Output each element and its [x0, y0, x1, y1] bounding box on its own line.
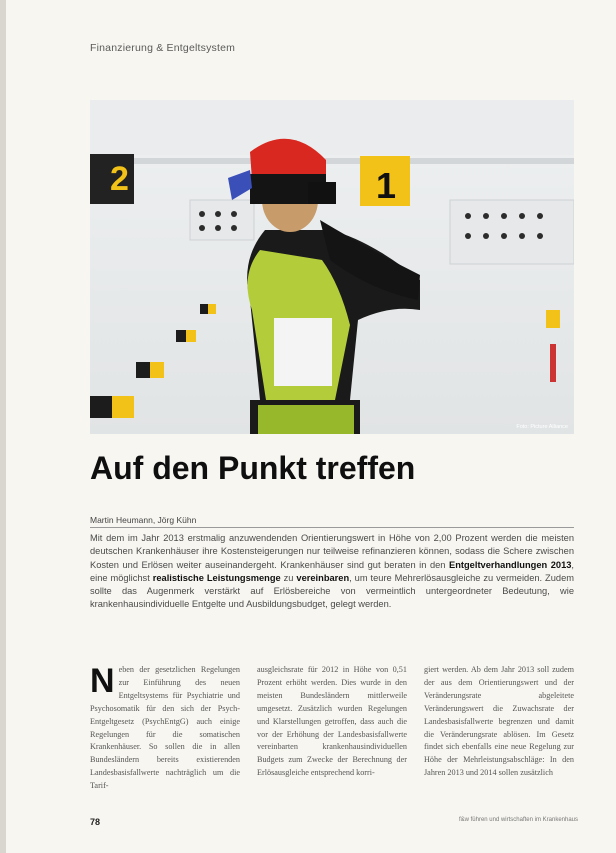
- article-lead: [90, 532, 574, 612]
- journal-footer: f&w führen und wirtschaften im Krankenhaus: [458, 817, 578, 823]
- body-columns: [90, 664, 574, 812]
- section-label: Finanzierung & Entgeltsystem: [90, 42, 236, 54]
- lead-highlight: Entgeltverhandlungen 2013: [449, 559, 572, 570]
- author-rule: [90, 527, 574, 528]
- lead-text: , um teure Mehrerlösausgleiche zu vermeiden. Zudem sollte das Augenmerk verstärkt auf Erlösbereiche von vermeintlich untergeordneter Bedeutung, wie krankenhausindividuelle Entgelte und Ausbildungsbudget, gelegt werden.: [90, 572, 574, 610]
- lane-number-1: 1: [376, 165, 397, 206]
- lead-text: , eine möglichst: [90, 559, 574, 583]
- lead-text: zu: [280, 572, 297, 583]
- photo-credit: Foto: Picture Alliance: [516, 424, 568, 430]
- body-column-3: giert werden. Ab dem Jahr 2013 soll zudem der aus dem Orientierungswert und der Veränderungsrate abgeleitete Veränderungswert die Zuwachsrate der Landesbasisfallwerte begrenzen und damit die Veränderungsrate ablösen. Im Gesetz findet sich ebenfalls eine neue Regelung zur Höhe der Mehrleistungsabschläge: In den Jahren 2013 und 2014 sollen zusätzlich: [424, 665, 574, 778]
- lead-text: Mit dem im Jahr 2013 erstmalig anzuwendenden Orientierungswert in Höhe von 2,00 Prozent werden die meisten deutschen Krankenhäuser ihre Kostensteigerungen nur teilweise refinanzieren können, sodass die Schere zwischen Kosten und Erlösen weiter auseinandergeht. Krankenhäuser sind gut beraten in den: [90, 533, 574, 570]
- hero-photo: [90, 100, 574, 434]
- article-authors: Martin Heumann, Jörg Kühn: [90, 515, 197, 525]
- lead-highlight: vereinbaren: [296, 572, 350, 583]
- article-title: Auf den Punkt treffen: [90, 450, 416, 486]
- body-text: eben der gesetzlichen Regelungen zur Einführung des neuen Entgeltsystems für Psychiatrie und Psychosomatik für den sich der Psych-Entgeltgesetz (PsychEntgG) auch einige Regelungen für die somatischen Krankenhäuser. So sollen die in allen Bundesländern bereits existierenden Landesbasisfallwerte nachträglich um die Tarif-: [90, 665, 240, 791]
- biathlete-photo-illustration: [90, 100, 574, 434]
- lead-highlight: realistische Leistungsmenge: [152, 572, 281, 583]
- lane-number-2: 2: [110, 160, 129, 198]
- drop-cap: N: [90, 662, 115, 700]
- page-number: 78: [90, 817, 101, 827]
- body-column-1: [90, 664, 240, 812]
- page-edge: [0, 0, 6, 853]
- body-column-2: ausgleichsrate für 2012 in Höhe von 0,51 Prozent erhöht werden. Dies wurde in den meisten Bundesländern mittlerweile umgesetzt. Zusätzlich wurden Regelungen und Klarstellungen getroffen, dass auch die vor der Erhöhung der Landesbasisfallwerte vereinbarten krankenhausindividuellen Budgets zum Zwecke der Berechnung der Erlösausgleiche entsprechend korri-: [257, 665, 407, 778]
